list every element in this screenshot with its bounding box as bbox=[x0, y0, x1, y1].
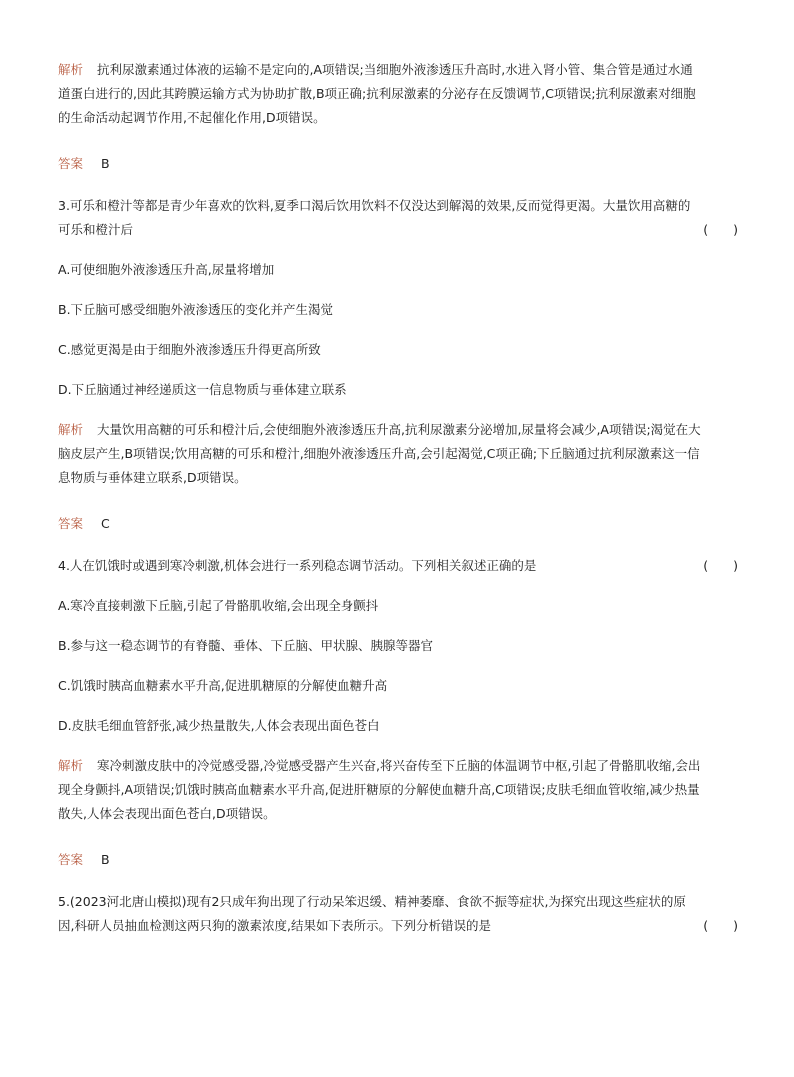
analysis-line: 脑皮层产生,B项错误;饮用高糖的可乐和橙汁,细胞外液渗透压升高,会引起渴觉,C项正确;下丘脑通过抗利尿激素这一信 bbox=[58, 446, 700, 461]
question-stem-text: 4.人在饥饿时或遇到寒冷刺激,机体会进行一系列稳态调节活动。下列相关叙述正确的是 bbox=[58, 558, 537, 573]
analysis-line: 道蛋白进行的,因此其跨膜运输方式为协助扩散,B项正确;抗利尿激素的分泌存在反馈调节,C项错误;抗利尿激素对细胞 bbox=[58, 86, 696, 101]
analysis-line bbox=[58, 418, 738, 442]
analysis-label: 解析 bbox=[58, 758, 84, 773]
answer-label: 答案 bbox=[58, 852, 84, 867]
question-stem-text: 因,科研人员抽血检测这两只狗的激素浓度,结果如下表所示。下列分析错误的是 bbox=[58, 918, 491, 933]
analysis-text: 抗利尿激素通过体液的运输不是定向的,A项错误;当细胞外液渗透压升高时,水进入肾小管、集合管是通过水通 bbox=[97, 62, 693, 77]
analysis-block-q2 bbox=[58, 58, 738, 130]
answer-blank-parentheses: ( ) bbox=[703, 918, 738, 933]
answer-q3 bbox=[58, 512, 738, 536]
answer-blank-parentheses: ( ) bbox=[703, 222, 738, 237]
question-stem-text: 可乐和橙汁后 bbox=[58, 222, 134, 237]
answer-blank-parentheses: ( ) bbox=[703, 558, 738, 573]
question-stem-line: 5.(2023河北唐山模拟)现有2只成年狗出现了行动呆笨迟缓、精神萎靡、食欲不振等症状,为探究出现这些症状的原 bbox=[58, 894, 686, 909]
analysis-line: 的生命活动起调节作用,不起催化作用,D项错误。 bbox=[58, 110, 326, 125]
question-stem-line: 3.可乐和橙汁等都是青少年喜欢的饮料,夏季口渴后饮用饮料不仅没达到解渴的效果,反而觉得更渴。大量饮用高糖的 bbox=[58, 198, 691, 213]
analysis-label: 解析 bbox=[58, 422, 84, 437]
question-5 bbox=[58, 890, 738, 938]
answer-value: B bbox=[101, 852, 110, 867]
question-stem-line bbox=[58, 914, 738, 938]
option-c: C.饥饿时胰高血糖素水平升高,促进肌糖原的分解使血糖升高 bbox=[58, 678, 388, 693]
option-a: A.可使细胞外液渗透压升高,尿量将增加 bbox=[58, 262, 275, 277]
answer-value: B bbox=[101, 156, 110, 171]
option-a: A.寒冷直接刺激下丘脑,引起了骨骼肌收缩,会出现全身颤抖 bbox=[58, 598, 379, 613]
analysis-text: 寒冷刺激皮肤中的冷觉感受器,冷觉感受器产生兴奋,将兴奋传至下丘脑的体温调节中枢,引起了骨骼肌收缩,会出 bbox=[97, 758, 701, 773]
option-b: B.下丘脑可感受细胞外液渗透压的变化并产生渴觉 bbox=[58, 302, 334, 317]
analysis-line: 息物质与垂体建立联系,D项错误。 bbox=[58, 470, 247, 485]
spacer bbox=[58, 738, 738, 754]
option-b: B.参与这一稳态调节的有脊髓、垂体、下丘脑、甲状腺、胰腺等器官 bbox=[58, 638, 434, 653]
analysis-line bbox=[58, 754, 738, 778]
question-4 bbox=[58, 554, 738, 738]
question-stem-line bbox=[58, 218, 738, 242]
option-d: D.下丘脑通过神经递质这一信息物质与垂体建立联系 bbox=[58, 382, 347, 397]
analysis-line: 现全身颤抖,A项错误;饥饿时胰高血糖素水平升高,促进肝糖原的分解使血糖升高,C项错误;皮肤毛细血管收缩,减少热量 bbox=[58, 782, 700, 797]
answer-q2 bbox=[58, 152, 738, 176]
question-stem-line bbox=[58, 554, 738, 578]
document-page bbox=[58, 58, 738, 938]
answer-label: 答案 bbox=[58, 156, 84, 171]
question-3 bbox=[58, 194, 738, 402]
spacer bbox=[58, 402, 738, 418]
analysis-line bbox=[58, 58, 738, 82]
answer-label: 答案 bbox=[58, 516, 84, 531]
answer-q4 bbox=[58, 848, 738, 872]
option-c: C.感觉更渴是由于细胞外液渗透压升得更高所致 bbox=[58, 342, 321, 357]
analysis-label: 解析 bbox=[58, 62, 84, 77]
answer-value: C bbox=[101, 516, 110, 531]
analysis-block-q3 bbox=[58, 418, 738, 490]
analysis-text: 大量饮用高糖的可乐和橙汁后,会使细胞外液渗透压升高,抗利尿激素分泌增加,尿量将会减少,A项错误;渴觉在大 bbox=[97, 422, 701, 437]
option-d: D.皮肤毛细血管舒张,减少热量散失,人体会表现出面色苍白 bbox=[58, 718, 380, 733]
analysis-line: 散失,人体会表现出面色苍白,D项错误。 bbox=[58, 806, 276, 821]
analysis-block-q4 bbox=[58, 754, 738, 826]
